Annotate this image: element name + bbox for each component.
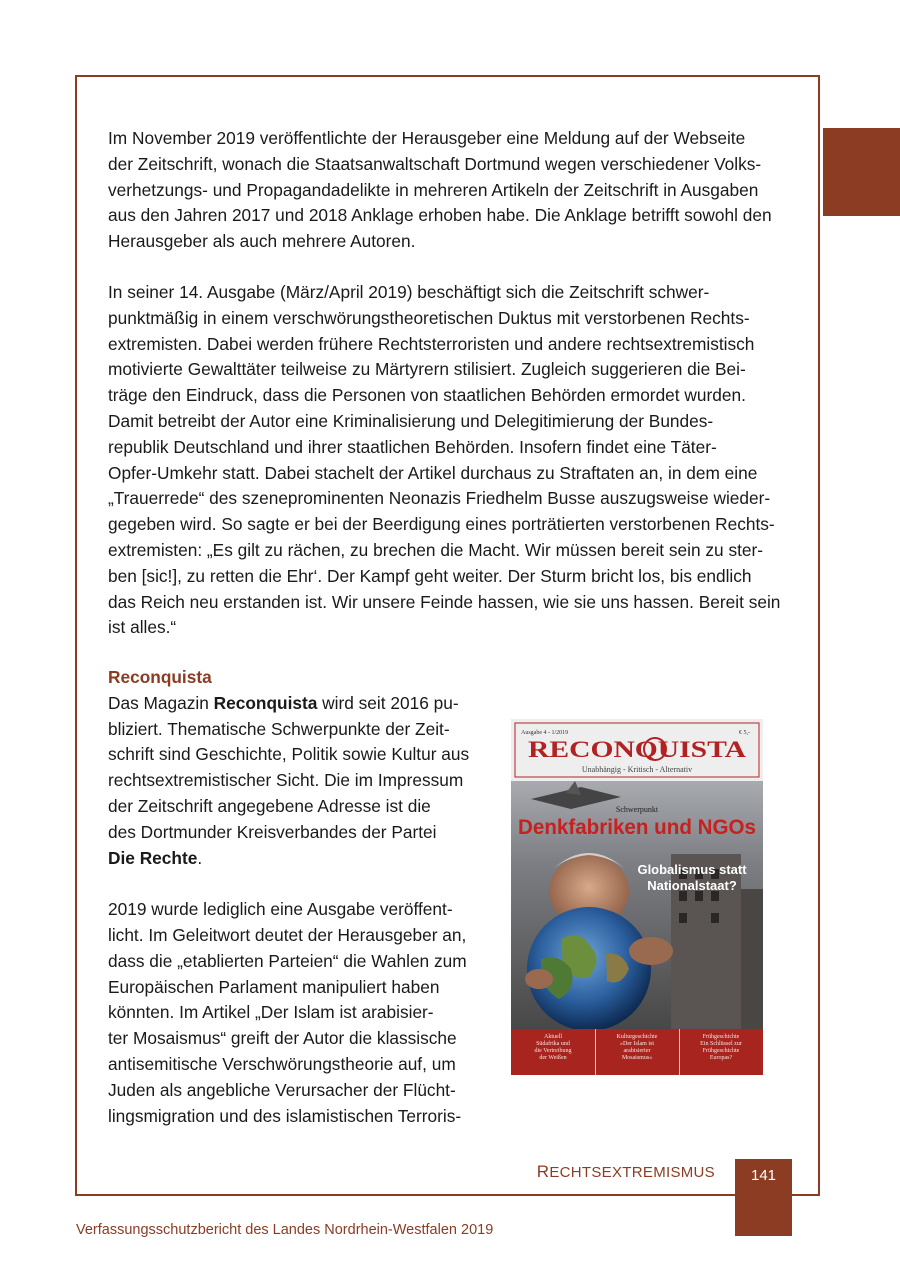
svg-text:Südafrika und: Südafrika und — [536, 1041, 570, 1047]
page-number-box — [735, 1159, 792, 1236]
cover-title: RECONQUISTA — [528, 737, 747, 762]
svg-text:die Vertreibung: die Vertreibung — [534, 1048, 572, 1054]
chapter-side-tab — [823, 128, 900, 216]
cover-price: € 5,- — [739, 730, 750, 736]
reconquista-intro-line: Das Magazin Reconquista wird seit 2016 pu- — [108, 692, 459, 713]
cover-tagline: Unabhängig - Kritisch - Alternativ — [581, 765, 693, 774]
magazine-cover-image — [511, 719, 763, 1075]
cover-subhead-2: Nationalstaat? — [647, 878, 737, 893]
page-number: 141 — [750, 1167, 777, 1184]
svg-text:Mosaismus«: Mosaismus« — [621, 1055, 653, 1061]
section-label: RECHTSEXTREMISMUS — [536, 1162, 715, 1181]
svg-text:Ein Schlüssel zur: Ein Schlüssel zur — [700, 1041, 742, 1047]
svg-text:der Weißen: der Weißen — [539, 1055, 567, 1061]
cover-headline: Denkfabriken und NGOs — [518, 816, 756, 839]
svg-text:Frühgeschichte: Frühgeschichte — [702, 1034, 740, 1040]
svg-text:arabisierter: arabisierter — [623, 1048, 651, 1054]
cover-subhead-1: Globalismus statt — [637, 862, 747, 877]
report-title: Verfassungsschutzbericht des Landes Nordrhein-Westfalen 2019 — [76, 1222, 494, 1238]
svg-text:»Der Islam ist: »Der Islam ist — [620, 1041, 654, 1047]
cover-kicker: Schwerpunkt — [615, 805, 659, 814]
section-heading-reconquista: Reconquista — [108, 667, 212, 687]
svg-text:Aktuell: Aktuell — [544, 1034, 562, 1040]
svg-text:Kulturgeschichte: Kulturgeschichte — [616, 1034, 658, 1040]
paragraph-ausgabe-14: In seiner 14. Ausgabe (März/April 2019) beschäftigt sich die Zeitschrift schwer- punktmäßig in einem verschwörungstheoretischen Duktus mit verstorbenen Rechts- extremisten. Dabei werden frühere Rechtsterroristen und andere rechtsextremistisch motivierte Gewalttäter teilweise zu Märtyrern stilisiert. Zugleich suggerieren die Bei- träge den Eindruck, dass die Personen von staatlichen Behörden ermordet wurden. Damit betreibt der Autor eine Kriminalisierung und Delegitimierung der Bundes- republik Deutschland und ihrer staatlichen Behörden. Insofern findet eine Täter- Opfer-Umkehr statt. Dabei stachelt der Artikel durchaus zu Straftaten an, in dem eine „Trauerrede“ des szeneprominenten Neonazis Friedhelm Busse auszugsweise wieder- gegeben wird. So sagte er bei der Beerdigung eines porträtierten verstorbenen Rechts- extremisten: „Es gilt zu rächen, zu brechen die Macht. Wir müssen bereit sein zu ster- ben [sic!], zu retten die Ehr‘. Der Kampf geht weiter. Der Sturm bricht los, bis endlich das Reich neu erstanden ist. Wir unsere Feinde hassen, wie sie uns hassen. Bereit sein ist alles.“ — [108, 282, 781, 638]
paragraph-anklage: Im November 2019 veröffentlichte der Herausgeber eine Meldung auf der Webseite der Zeitschrift, wonach die Staatsanwaltschaft Dortmund wegen verschiedener Volks- verhetzungs- und Propagandadelikte in mehreren Artikeln der Zeitschrift in Ausgaben aus den Jahren 2017 und 2018 Anklage erhoben habe. Die Anklage betrifft sowohl den Herausgeber als auch mehrere Autoren. — [108, 128, 772, 252]
cover-issue: Ausgabe 4 - 1/2019 — [521, 730, 569, 736]
reconquista-section: Reconquista Das Magazin Reconquista wird seit 2016 pu- bliziert. Thematische Schwerpunkte der Zeit- schrift sind Geschichte, Politik sowie Kultur aus rechtsextremistischer Sicht. Die im Impressum der Zeitschrift angegebene Adresse ist die des Dortmunder Kreisverbandes der Partei Die Rechte. 2019 wurde lediglich eine Ausgabe veröffent- licht. Im Geleitwort deutet der Herausgeber an, dass die „etablierten Parteien“ die Wahlen zum Europäischen Parlament manipuliert haben könnten. Im Artikel „Der Islam ist arabisier- ter Mosaismus“ greift der Autor die klassische antisemitische Verschwörungstheorie auf, um Juden als angebliche Verursacher der Flücht- lingsmigration und des islamistischen Terroris- — [108, 665, 493, 1129]
party-name-line: Die Rechte. — [108, 847, 203, 868]
svg-text:Frühgeschichte: Frühgeschichte — [702, 1048, 740, 1054]
svg-text:Europas?: Europas? — [709, 1055, 733, 1061]
